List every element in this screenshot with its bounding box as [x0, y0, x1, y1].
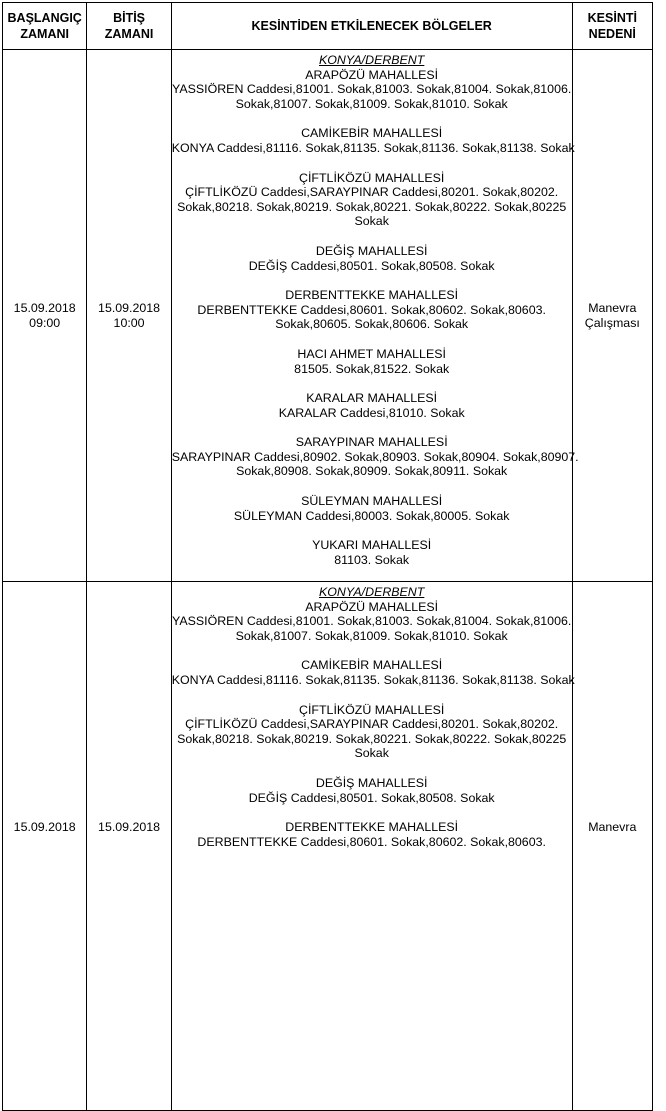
neighborhood-name: ÇİFTLİKÖZÜ MAHALLESİ: [299, 702, 445, 717]
street-list: 81505. Sokak,81522. Sokak: [294, 361, 450, 376]
neighborhood-block: [172, 68, 572, 112]
end-date: 15.09.2018: [98, 300, 161, 315]
reason-cell: [572, 582, 652, 1111]
street-list: DERBENTTEKKE Caddesi,80601. Sokak,80602. Sokak,80603.: [197, 834, 546, 849]
street-list: Sokak,80908. Sokak,80909. Sokak,80911. Sokak: [236, 464, 508, 479]
neighborhood-block: [172, 820, 572, 849]
regions-list: [171, 582, 575, 849]
neighborhood-name: DERBENTTEKKE MAHALLESİ: [285, 820, 459, 835]
neighborhood-name: KARALAR MAHALLESİ: [306, 391, 438, 406]
neighborhood-name: DEĞİŞ MAHALLESİ: [315, 243, 428, 258]
street-list: SARAYPINAR Caddesi,80902. Sokak,80903. Sokak,80904. Sokak,80907.: [171, 449, 579, 464]
neighborhood-name: ARAPÖZÜ MAHALLESİ: [305, 67, 439, 82]
header-text: BAŞLANGIÇ: [7, 11, 82, 25]
street-list: KONYA Caddesi,81116. Sokak,81135. Sokak,81136. Sokak,81138. Sokak: [171, 140, 575, 155]
header-row: [3, 3, 653, 50]
regions-cell: [171, 50, 579, 582]
reason-text: Çalışması: [584, 315, 640, 330]
neighborhood-name: SÜLEYMAN MAHALLESİ: [301, 494, 443, 509]
start-date: 15.09.2018: [13, 820, 76, 834]
neighborhood-block: [172, 171, 572, 229]
header-text: BİTİŞ: [113, 11, 146, 25]
neighborhood-block: [172, 703, 572, 761]
neighborhood-name: ÇİFTLİKÖZÜ MAHALLESİ: [299, 170, 445, 185]
street-list: Sokak: [354, 746, 389, 761]
end-time-cell: [87, 50, 171, 582]
street-list: ÇİFTLİKÖZÜ Caddesi,SARAYPINAR Caddesi,80201. Sokak,80202.: [185, 717, 559, 732]
street-list: KARALAR Caddesi,81010. Sokak: [278, 405, 465, 420]
neighborhood-name: HACI AHMET MAHALLESİ: [297, 346, 446, 361]
neighborhood-block: [171, 658, 575, 687]
neighborhood-name: DEĞİŞ MAHALLESİ: [315, 775, 428, 790]
neighborhood-block: [172, 347, 572, 376]
neighborhood-name: SARAYPINAR MAHALLESİ: [295, 435, 448, 450]
neighborhood-block: [172, 538, 572, 567]
neighborhood-block: [171, 435, 579, 479]
start-time: 09:00: [29, 315, 61, 330]
city-name: KONYA/DERBENT: [318, 585, 425, 599]
neighborhood-name: DERBENTTEKKE MAHALLESİ: [285, 288, 459, 303]
reason-header: [572, 3, 652, 50]
header-text: NEDENİ: [588, 27, 636, 41]
street-list: YASSIÖREN Caddesi,81001. Sokak,81003. Sokak,81004. Sokak,81006.: [172, 82, 572, 97]
street-list: DERBENTTEKKE Caddesi,80601. Sokak,80602. Sokak,80603.: [197, 302, 546, 317]
neighborhood-name: CAMİKEBİR MAHALLESİ: [301, 658, 443, 673]
header-text: ZAMANI: [104, 27, 154, 41]
neighborhood-name: YUKARI MAHALLESİ: [312, 538, 432, 553]
outage-table: [2, 2, 653, 1111]
neighborhood-name: CAMİKEBİR MAHALLESİ: [301, 126, 443, 141]
street-list: KONYA Caddesi,81116. Sokak,81135. Sokak,81136. Sokak,81138. Sokak: [171, 672, 575, 687]
neighborhood-block: [172, 776, 572, 805]
regions-list: [171, 50, 579, 567]
table-row: [3, 50, 653, 582]
neighborhood-block: [172, 600, 572, 644]
neighborhood-block: [172, 244, 572, 273]
street-list: DEĞİŞ Caddesi,80501. Sokak,80508. Sokak: [248, 790, 495, 805]
street-list: Sokak,80218. Sokak,80219. Sokak,80221. Sokak,80222. Sokak,80225: [177, 731, 567, 746]
header-text: KESİNTİ: [587, 11, 637, 25]
start-time-cell: [3, 50, 87, 582]
street-list: 81103. Sokak: [334, 552, 410, 567]
street-list: Sokak,81007. Sokak,81009. Sokak,81010. Sokak: [235, 628, 508, 643]
neighborhood-block: [171, 126, 575, 155]
end-date: 15.09.2018: [98, 820, 161, 834]
street-list: SÜLEYMAN Caddesi,80003. Sokak,80005. Sokak: [233, 508, 510, 523]
city-name: KONYA/DERBENT: [318, 53, 425, 67]
neighborhood-block: [172, 288, 572, 332]
neighborhood-name: ARAPÖZÜ MAHALLESİ: [305, 599, 439, 614]
reason-text: Manevra: [588, 820, 637, 834]
end-time-header: [87, 3, 171, 50]
start-time-header: [3, 3, 87, 50]
street-list: Sokak: [354, 214, 389, 229]
regions-cell: [171, 582, 575, 1111]
street-list: YASSIÖREN Caddesi,81001. Sokak,81003. Sokak,81004. Sokak,81006.: [172, 614, 572, 629]
end-time: 10:00: [113, 315, 145, 330]
regions-header: KESİNTİDEN ETKİLENECEK BÖLGELER: [171, 3, 572, 50]
street-list: Sokak,80605. Sokak,80606. Sokak: [275, 317, 469, 332]
street-list: DEĞİŞ Caddesi,80501. Sokak,80508. Sokak: [248, 258, 495, 273]
reason-text: Manevra: [588, 300, 637, 315]
neighborhood-block: [172, 391, 572, 420]
end-time-cell: [87, 582, 171, 1111]
street-list: Sokak,80218. Sokak,80219. Sokak,80221. Sokak,80222. Sokak,80225: [177, 199, 567, 214]
street-list: ÇİFTLİKÖZÜ Caddesi,SARAYPINAR Caddesi,80201. Sokak,80202.: [185, 185, 559, 200]
header-text: ZAMANI: [20, 27, 69, 41]
neighborhood-block: [172, 494, 572, 523]
street-list: Sokak,81007. Sokak,81009. Sokak,81010. Sokak: [235, 96, 508, 111]
table-row: [3, 582, 653, 1111]
start-time-cell: [3, 582, 87, 1111]
reason-cell: [572, 50, 652, 582]
start-date: 15.09.2018: [13, 300, 76, 315]
